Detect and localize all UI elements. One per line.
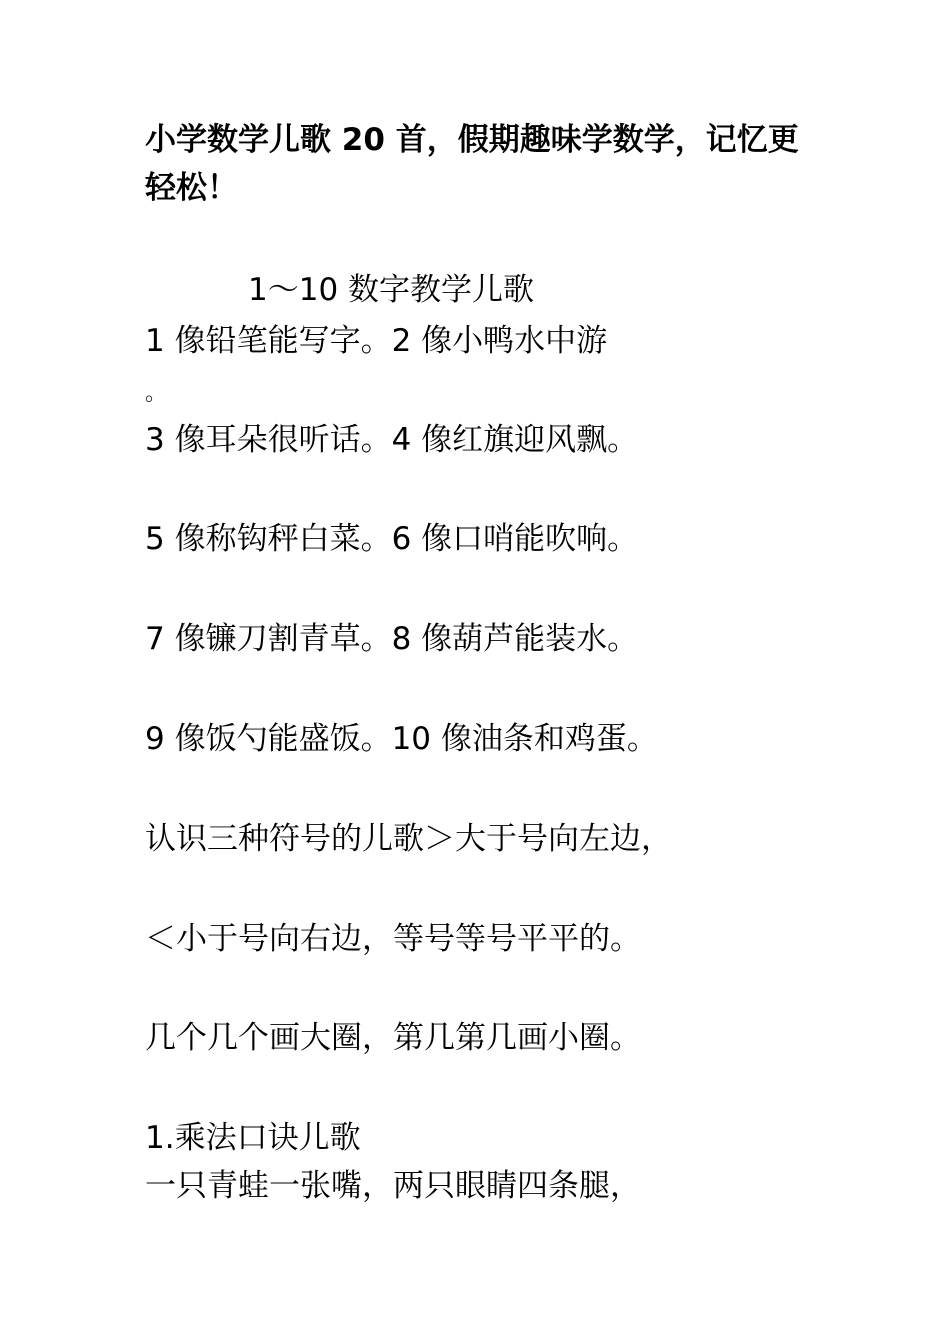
section-title-multiplication-song: 1.乘法口诀儿歌	[145, 1120, 361, 1156]
text-line: 几个几个画大圈，第几第几画小圈。	[145, 1020, 641, 1056]
text-line: 1 像铅笔能写字。2 像小鸭水中游	[145, 323, 608, 359]
text-line: 3 像耳朵很听话。4 像红旗迎风飘。	[145, 422, 639, 458]
text-line: 一只青蛙一张嘴，两只眼睛四条腿，	[145, 1168, 641, 1204]
text-line: 9 像饭勺能盛饭。10 像油条和鸡蛋。	[145, 721, 658, 757]
text-line: 5 像称钩秤白菜。6 像口哨能吹响。	[145, 521, 639, 557]
text-line: 认识三种符号的儿歌＞大于号向左边，	[145, 821, 672, 857]
document-title: 小学数学儿歌 20 首，假期趣味学数学，记忆更轻松！	[145, 122, 799, 206]
text-line: 7 像镰刀割青草。8 像葫芦能装水。	[145, 621, 639, 657]
text-line: 。	[145, 381, 168, 406]
section-title-digit-song: 1～10 数字教学儿歌	[248, 272, 535, 308]
text-line: ＜小于号向右边，等号等号平平的。	[145, 921, 641, 957]
